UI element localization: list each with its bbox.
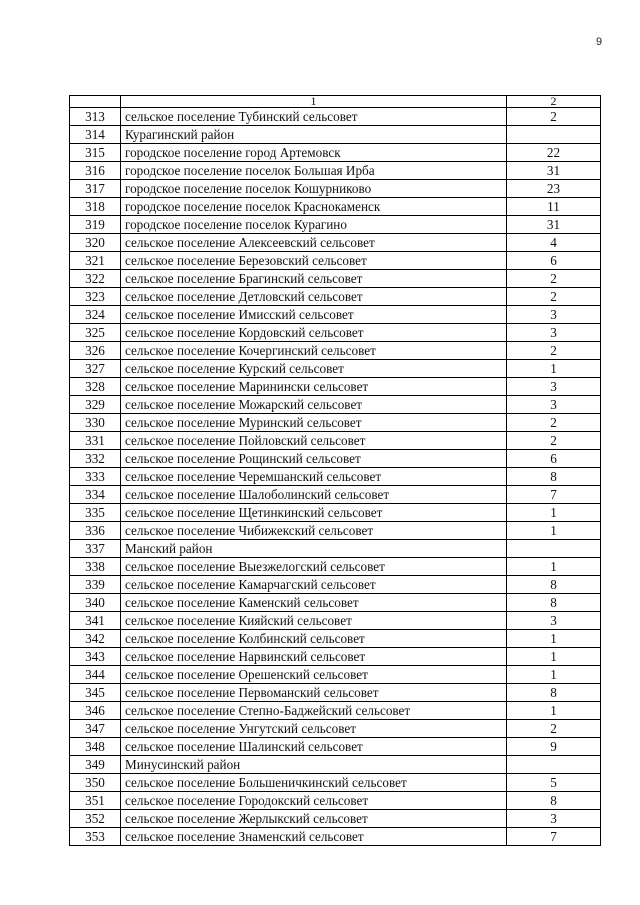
table-row <box>70 504 601 522</box>
row-number-cell: 352 <box>70 810 121 828</box>
row-number-cell: 315 <box>70 144 121 162</box>
row-number-cell: 340 <box>70 594 121 612</box>
row-number-cell: 346 <box>70 702 121 720</box>
table-row <box>70 720 601 738</box>
row-name-cell: сельское поселение Черемшанский сельсовет <box>121 468 507 486</box>
table-row <box>70 288 601 306</box>
row-number-cell: 351 <box>70 792 121 810</box>
row-number-cell: 317 <box>70 180 121 198</box>
row-value-cell: 6 <box>507 252 601 270</box>
table-row <box>70 792 601 810</box>
row-name-cell: сельское поселение Имисский сельсовет <box>121 306 507 324</box>
row-name-cell: сельское поселение Брагинский сельсовет <box>121 270 507 288</box>
row-name-cell: сельское поселение Можарский сельсовет <box>121 396 507 414</box>
row-value-cell: 23 <box>507 180 601 198</box>
table-row <box>70 774 601 792</box>
header-value-cell: 2 <box>507 96 601 108</box>
row-name-cell: городское поселение поселок Краснокаменск <box>121 198 507 216</box>
row-number-cell: 323 <box>70 288 121 306</box>
row-number-cell: 342 <box>70 630 121 648</box>
row-name-cell: сельское поселение Большеничкинский сельсовет <box>121 774 507 792</box>
row-number-cell: 314 <box>70 126 121 144</box>
row-number-cell: 318 <box>70 198 121 216</box>
row-number-cell: 329 <box>70 396 121 414</box>
table-row <box>70 702 601 720</box>
row-value-cell: 3 <box>507 612 601 630</box>
row-value-cell: 3 <box>507 324 601 342</box>
row-name-cell: сельское поселение Жерлыкский сельсовет <box>121 810 507 828</box>
table-row <box>70 360 601 378</box>
row-name-cell: сельское поселение Орешенский сельсовет <box>121 666 507 684</box>
row-number-cell: 345 <box>70 684 121 702</box>
row-value-cell: 4 <box>507 234 601 252</box>
table-row <box>70 828 601 846</box>
row-value-cell: 3 <box>507 396 601 414</box>
row-number-cell: 337 <box>70 540 121 558</box>
row-name-cell: сельское поселение Унгутский сельсовет <box>121 720 507 738</box>
row-number-cell: 321 <box>70 252 121 270</box>
row-value-cell: 7 <box>507 828 601 846</box>
table-row <box>70 306 601 324</box>
table-row <box>70 324 601 342</box>
row-name-cell: сельское поселение Городокский сельсовет <box>121 792 507 810</box>
row-name-cell: сельское поселение Курский сельсовет <box>121 360 507 378</box>
row-value-cell: 22 <box>507 144 601 162</box>
header-num-cell <box>70 96 121 108</box>
row-value-cell: 1 <box>507 630 601 648</box>
table-row <box>70 486 601 504</box>
row-value-cell: 3 <box>507 306 601 324</box>
row-number-cell: 334 <box>70 486 121 504</box>
row-value-cell: 8 <box>507 576 601 594</box>
header-name-cell: 1 <box>121 96 507 108</box>
row-number-cell: 333 <box>70 468 121 486</box>
row-number-cell: 320 <box>70 234 121 252</box>
row-number-cell: 325 <box>70 324 121 342</box>
table-row <box>70 126 601 144</box>
row-name-cell: Курагинский район <box>121 126 507 144</box>
row-value-cell: 1 <box>507 360 601 378</box>
row-value-cell: 2 <box>507 342 601 360</box>
table-row <box>70 378 601 396</box>
row-name-cell: сельское поселение Знаменский сельсовет <box>121 828 507 846</box>
table-row <box>70 234 601 252</box>
table-row <box>70 522 601 540</box>
row-value-cell: 11 <box>507 198 601 216</box>
row-number-cell: 328 <box>70 378 121 396</box>
row-name-cell: сельское поселение Березовский сельсовет <box>121 252 507 270</box>
row-value-cell: 3 <box>507 378 601 396</box>
row-name-cell: сельское поселение Нарвинский сельсовет <box>121 648 507 666</box>
row-value-cell: 9 <box>507 738 601 756</box>
row-name-cell: городское поселение поселок Курагино <box>121 216 507 234</box>
settlements-table <box>69 95 601 846</box>
row-value-cell: 1 <box>507 702 601 720</box>
row-name-cell: сельское поселение Алексеевский сельсовет <box>121 234 507 252</box>
row-name-cell: сельское поселение Степно-Баджейский сельсовет <box>121 702 507 720</box>
row-name-cell: сельское поселение Чибижекский сельсовет <box>121 522 507 540</box>
row-value-cell: 1 <box>507 648 601 666</box>
row-name-cell: сельское поселение Первоманский сельсовет <box>121 684 507 702</box>
table-row <box>70 810 601 828</box>
table-row <box>70 630 601 648</box>
row-value-cell: 8 <box>507 468 601 486</box>
row-number-cell: 336 <box>70 522 121 540</box>
row-number-cell: 313 <box>70 108 121 126</box>
row-name-cell: сельское поселение Шалинский сельсовет <box>121 738 507 756</box>
table-row <box>70 738 601 756</box>
row-value-cell: 2 <box>507 720 601 738</box>
row-name-cell: сельское поселение Рощинский сельсовет <box>121 450 507 468</box>
row-value-cell: 1 <box>507 504 601 522</box>
row-name-cell: Минусинский район <box>121 756 507 774</box>
row-number-cell: 349 <box>70 756 121 774</box>
row-number-cell: 322 <box>70 270 121 288</box>
table-row <box>70 612 601 630</box>
row-value-cell: 2 <box>507 288 601 306</box>
row-value-cell: 8 <box>507 594 601 612</box>
row-value-cell: 5 <box>507 774 601 792</box>
table-row <box>70 252 601 270</box>
row-name-cell: Манский район <box>121 540 507 558</box>
row-name-cell: сельское поселение Шалоболинский сельсовет <box>121 486 507 504</box>
row-name-cell: сельское поселение Камарчагский сельсовет <box>121 576 507 594</box>
row-value-cell: 1 <box>507 522 601 540</box>
row-name-cell: сельское поселение Кордовский сельсовет <box>121 324 507 342</box>
table-header-row <box>70 96 601 108</box>
table-row <box>70 108 601 126</box>
table-body <box>70 96 601 846</box>
row-number-cell: 344 <box>70 666 121 684</box>
row-name-cell: сельское поселение Муринский сельсовет <box>121 414 507 432</box>
table-row <box>70 594 601 612</box>
row-name-cell: сельское поселение Колбинский сельсовет <box>121 630 507 648</box>
table-row <box>70 162 601 180</box>
table-row <box>70 666 601 684</box>
row-name-cell: сельское поселение Пойловский сельсовет <box>121 432 507 450</box>
table-row <box>70 756 601 774</box>
row-number-cell: 348 <box>70 738 121 756</box>
table-row <box>70 396 601 414</box>
row-name-cell: сельское поселение Кочергинский сельсовет <box>121 342 507 360</box>
row-number-cell: 350 <box>70 774 121 792</box>
row-name-cell: сельское поселение Щетинкинский сельсовет <box>121 504 507 522</box>
row-value-cell: 8 <box>507 684 601 702</box>
table-row <box>70 684 601 702</box>
row-value-cell: 2 <box>507 270 601 288</box>
row-number-cell: 332 <box>70 450 121 468</box>
row-value-cell: 31 <box>507 216 601 234</box>
row-value-cell: 7 <box>507 486 601 504</box>
table-row <box>70 558 601 576</box>
row-name-cell: сельское поселение Маринински сельсовет <box>121 378 507 396</box>
row-value-cell: 8 <box>507 792 601 810</box>
row-number-cell: 338 <box>70 558 121 576</box>
table-row <box>70 450 601 468</box>
row-number-cell: 335 <box>70 504 121 522</box>
table-row <box>70 540 601 558</box>
row-name-cell: городское поселение город Артемовск <box>121 144 507 162</box>
row-name-cell: городское поселение поселок Большая Ирба <box>121 162 507 180</box>
row-name-cell: сельское поселение Выезжелогский сельсовет <box>121 558 507 576</box>
row-value-cell: 31 <box>507 162 601 180</box>
table-row <box>70 576 601 594</box>
table-row <box>70 342 601 360</box>
row-name-cell: сельское поселение Каменский сельсовет <box>121 594 507 612</box>
table-row <box>70 198 601 216</box>
row-value-cell: 2 <box>507 414 601 432</box>
row-value-cell <box>507 540 601 558</box>
row-value-cell: 1 <box>507 558 601 576</box>
row-number-cell: 341 <box>70 612 121 630</box>
row-number-cell: 316 <box>70 162 121 180</box>
row-number-cell: 339 <box>70 576 121 594</box>
table-row <box>70 270 601 288</box>
row-number-cell: 343 <box>70 648 121 666</box>
row-value-cell: 1 <box>507 666 601 684</box>
table-row <box>70 180 601 198</box>
row-value-cell <box>507 126 601 144</box>
row-value-cell: 6 <box>507 450 601 468</box>
row-value-cell: 3 <box>507 810 601 828</box>
row-name-cell: сельское поселение Тубинский сельсовет <box>121 108 507 126</box>
table-row <box>70 648 601 666</box>
row-number-cell: 353 <box>70 828 121 846</box>
page-number: 9 <box>596 36 603 48</box>
row-number-cell: 324 <box>70 306 121 324</box>
row-name-cell: городское поселение поселок Кошурниково <box>121 180 507 198</box>
row-number-cell: 326 <box>70 342 121 360</box>
row-number-cell: 330 <box>70 414 121 432</box>
row-number-cell: 319 <box>70 216 121 234</box>
row-number-cell: 331 <box>70 432 121 450</box>
table-row <box>70 468 601 486</box>
table-row <box>70 432 601 450</box>
row-name-cell: сельское поселение Детловский сельсовет <box>121 288 507 306</box>
row-value-cell <box>507 756 601 774</box>
table-row <box>70 414 601 432</box>
row-value-cell: 2 <box>507 432 601 450</box>
row-number-cell: 347 <box>70 720 121 738</box>
table-row <box>70 216 601 234</box>
row-name-cell: сельское поселение Кияйский сельсовет <box>121 612 507 630</box>
row-number-cell: 327 <box>70 360 121 378</box>
table-row <box>70 144 601 162</box>
row-value-cell: 2 <box>507 108 601 126</box>
